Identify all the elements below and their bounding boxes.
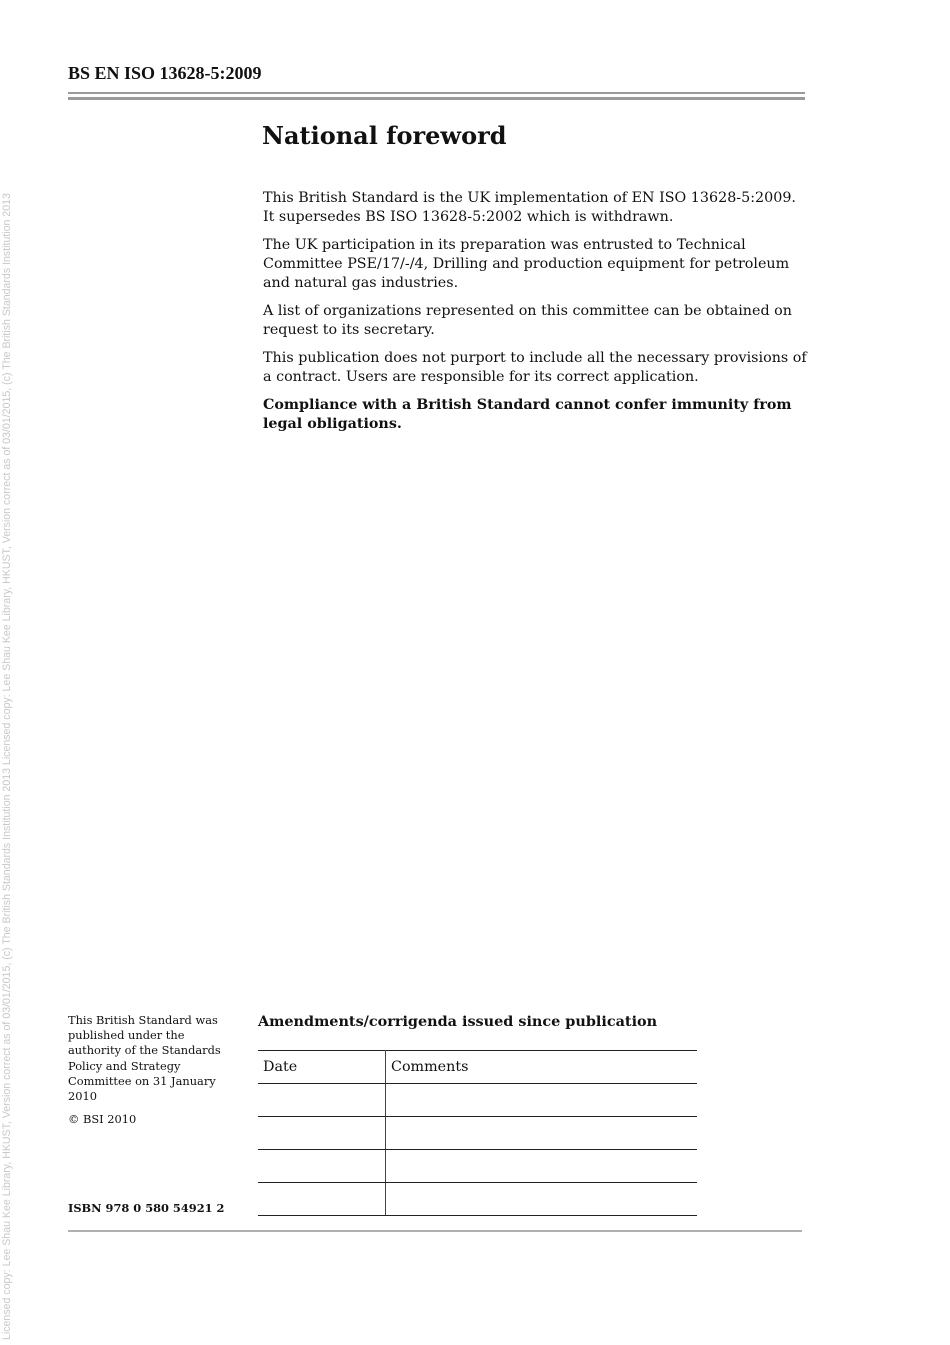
amendment-date-cell	[258, 1183, 386, 1216]
foreword-paragraph-committee: The UK participation in its preparation was entrusted to Technical Committee PSE/17/-/4, Drilling and production equipment for petroleum and natural gas industries.	[263, 236, 790, 292]
header-rule-thin	[68, 92, 805, 94]
header-rule-thick	[68, 97, 805, 100]
foreword-paragraph-organizations: A list of organizations represented on this committee can be obtained on request to its secretary.	[263, 303, 792, 339]
isbn: ISBN 978 0 580 54921 2	[68, 1201, 225, 1215]
amendment-comments-cell	[386, 1117, 698, 1150]
amendment-row	[258, 1183, 697, 1216]
amendment-comments-cell	[386, 1150, 698, 1183]
publication-info	[68, 1013, 236, 1135]
foreword-paragraph-implementation: This British Standard is the UK implementation of EN ISO 13628-5:2009. It supersedes BS ISO 13628-5:2002 which is withdrawn.	[263, 190, 796, 226]
watermark-text: Licensed copy: Lee Shau Kee Library, HKUST, Version correct as of 03/01/2015, (c) The British Standards Institution 2013 Licensed copy: Lee Shau Kee Library, HKUST, Version correct as of 03/01/2015, (c) The British Standards Institution 2013	[1, 193, 13, 1340]
amendment-date-cell	[258, 1117, 386, 1150]
page-title: National foreword	[262, 121, 507, 150]
column-header-comments: Comments	[386, 1051, 698, 1084]
compliance-note: Compliance with a British Standard cannot confer immunity from legal obligations.	[263, 396, 792, 433]
amendment-date-cell	[258, 1150, 386, 1183]
standard-number-header: BS EN ISO 13628-5:2009	[68, 63, 262, 83]
foreword-body	[263, 189, 808, 443]
amendment-comments-cell	[386, 1084, 698, 1117]
copyright-notice: © BSI 2010	[68, 1112, 137, 1127]
amendments-title: Amendments/corrigenda issued since publication	[258, 1013, 658, 1030]
amendments-header-row	[258, 1051, 697, 1084]
column-header-date: Date	[258, 1051, 386, 1084]
amendment-comments-cell	[386, 1183, 698, 1216]
publication-statement: This British Standard was published under the authority of the Standards Policy and Strategy Committee on 31 January 2010	[68, 1013, 221, 1104]
footer-rule	[68, 1230, 802, 1232]
amendments-table	[258, 1050, 697, 1216]
foreword-paragraph-provisions: This publication does not purport to include all the necessary provisions of a contract. Users are responsible for its correct application.	[263, 349, 807, 386]
amendment-row	[258, 1150, 697, 1183]
amendment-row	[258, 1084, 697, 1117]
license-watermark	[1, 0, 19, 1345]
amendment-row	[258, 1117, 697, 1150]
amendment-date-cell	[258, 1084, 386, 1117]
